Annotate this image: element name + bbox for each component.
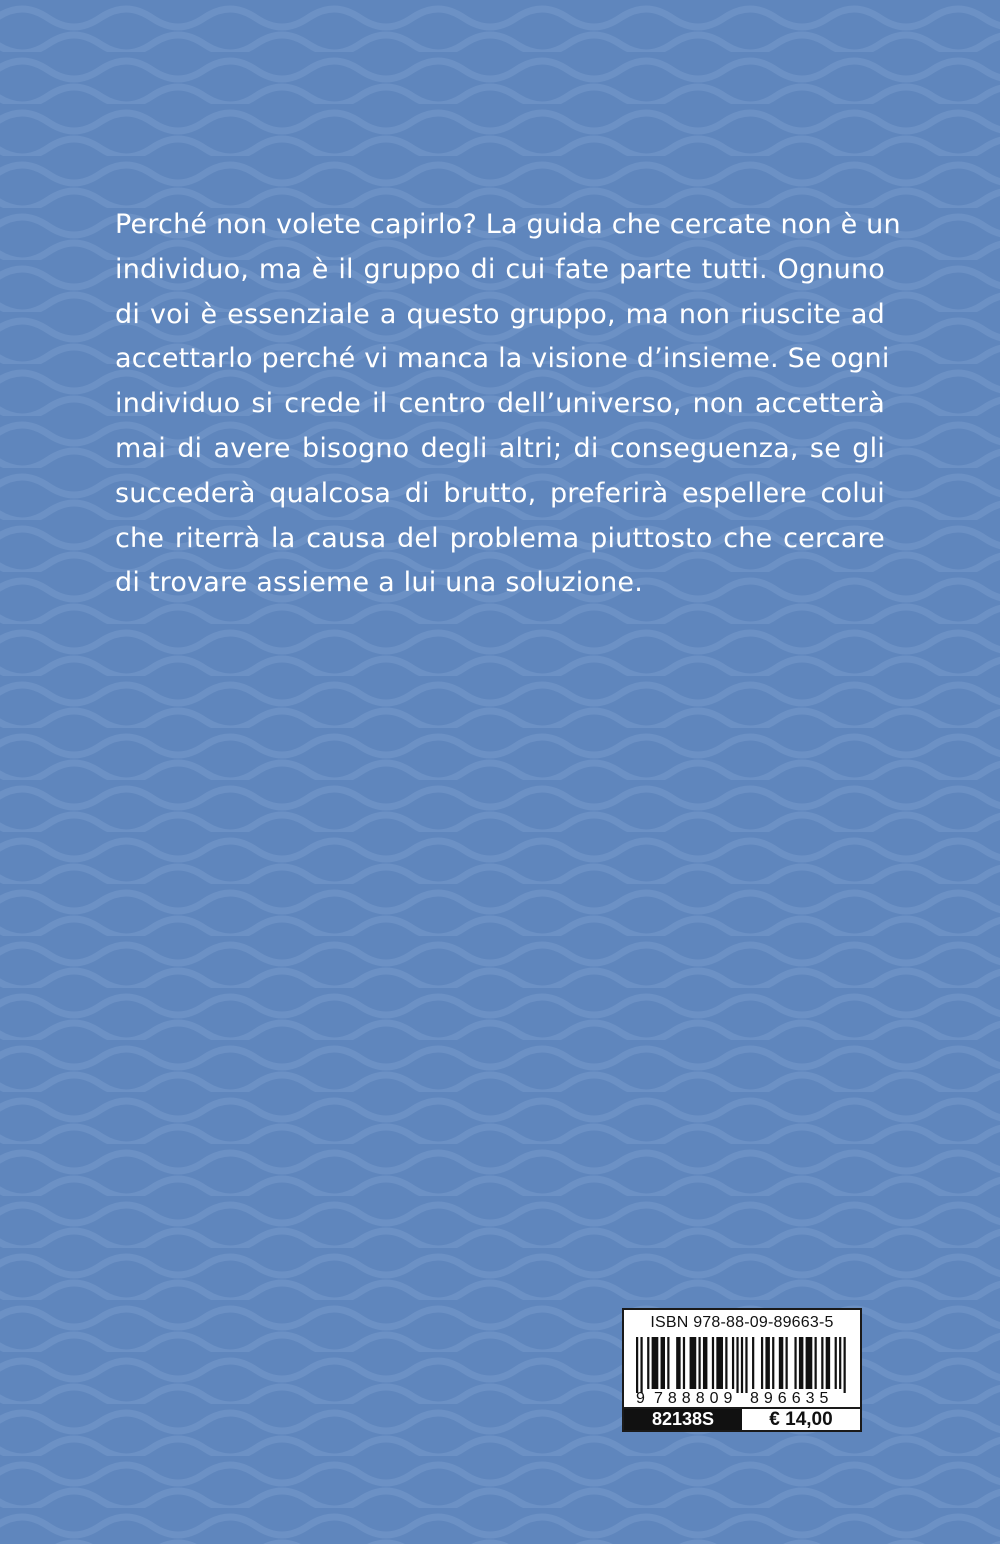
- barcode-bar: [761, 1337, 763, 1389]
- blurb-line: accettarlo perché vi manca la visione d’insieme. Se ogni: [115, 343, 890, 375]
- barcode-bar: [821, 1337, 823, 1389]
- blurb-line: individuo, ma è il gruppo di cui fate parte tutti. Ognuno: [115, 253, 885, 285]
- barcode-bar: [683, 1337, 685, 1389]
- barcode-bar: [745, 1337, 747, 1393]
- barcode-bar: [826, 1337, 830, 1389]
- barcode-bar: [806, 1337, 813, 1389]
- blurb-line: mai di avere bisogno degli altri; di conseguenza, se gli: [115, 432, 885, 464]
- barcode-bar: [698, 1337, 700, 1389]
- barcode-bar: [725, 1337, 727, 1389]
- barcode-bar: [765, 1337, 769, 1389]
- blurb-line: succederà qualcosa di brutto, preferirà espellere colui: [115, 477, 885, 509]
- barcode-bar: [752, 1337, 754, 1389]
- blurb-line: individuo si crede il centro dell’universo, non accetterà: [115, 388, 885, 420]
- barcode-digit-lead: 9: [636, 1390, 645, 1407]
- blurb-line: di voi è essenziale a questo gruppo, ma non riuscite ad: [115, 298, 885, 330]
- barcode-bar: [786, 1337, 788, 1389]
- barcode-bar: [779, 1337, 783, 1389]
- barcode-bar: [690, 1337, 697, 1389]
- blurb-line: Perché non volete capirlo? La guida che cercate non è un: [115, 209, 901, 240]
- barcode-bar: [640, 1337, 642, 1393]
- back-cover-blurb: [115, 203, 901, 606]
- barcode-bar: [736, 1337, 738, 1393]
- barcode-bar: [703, 1337, 707, 1389]
- barcode-digits-left: 788809: [654, 1390, 738, 1407]
- barcode-bar: [835, 1337, 837, 1389]
- blurb-line: di trovare assieme a lui una soluzione.: [115, 567, 644, 599]
- barcode-digits-right: 896635: [750, 1390, 834, 1407]
- barcode-bar: [732, 1337, 734, 1389]
- barcode-bar: [772, 1337, 774, 1389]
- barcode-bar: [741, 1337, 743, 1393]
- barcode-bar: [716, 1337, 723, 1389]
- barcode-bar: [636, 1337, 638, 1393]
- barcode-bar: [661, 1337, 665, 1389]
- barcode-bar: [815, 1337, 817, 1389]
- code-price-row: [624, 1407, 860, 1430]
- product-code: 82138S: [624, 1409, 742, 1430]
- barcode-bar: [839, 1337, 841, 1389]
- price: € 14,00: [769, 1409, 833, 1430]
- barcode-bar: [794, 1337, 796, 1389]
- barcode-label: [622, 1308, 862, 1432]
- blurb-line: che riterrà la causa del problema piuttosto che cercare: [115, 522, 885, 554]
- barcode-bar: [676, 1337, 680, 1389]
- barcode-bar: [712, 1337, 714, 1389]
- barcode-bar: [647, 1337, 649, 1389]
- barcode-bar: [799, 1337, 803, 1389]
- barcode-bars: [636, 1337, 848, 1393]
- barcode-bar: [667, 1337, 669, 1389]
- isbn-number: ISBN 978-88-09-89663-5: [650, 1314, 834, 1331]
- barcode-bar: [844, 1337, 846, 1393]
- barcode-bar: [652, 1337, 659, 1389]
